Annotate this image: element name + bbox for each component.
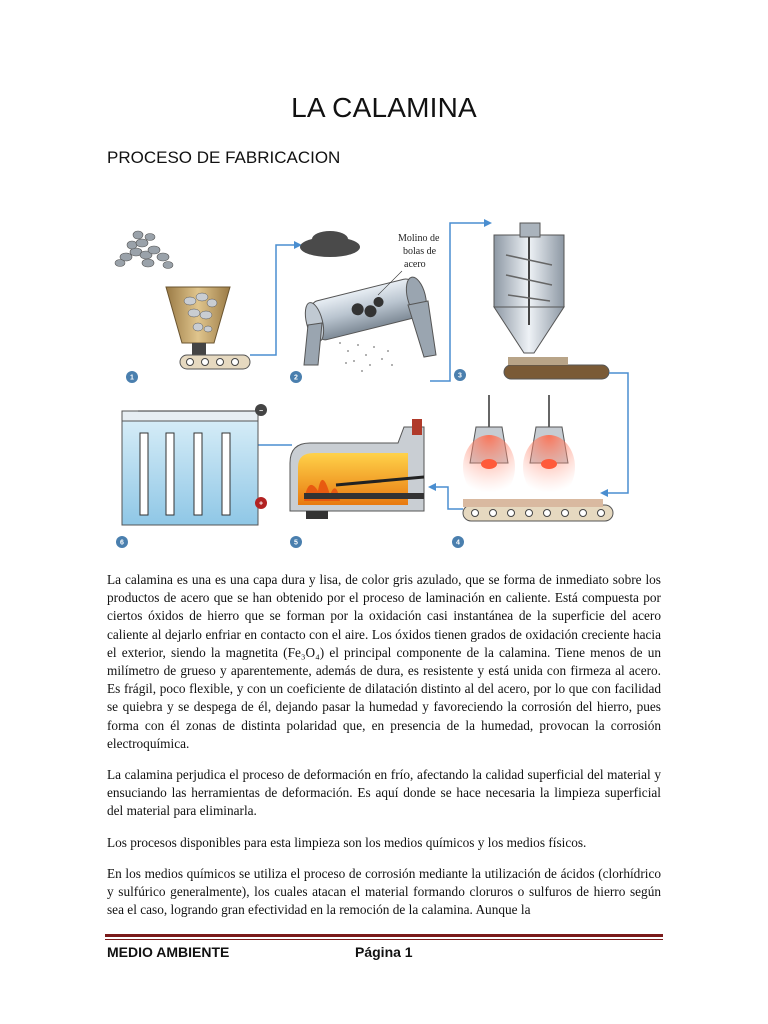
svg-text:acero: acero (404, 259, 426, 270)
paragraph: La calamina es una es una capa dura y lisa, de color gris azulado, que se forma de inmediato sobre los productos de acero que se han obtenido por el proceso de laminación en caliente. Está compuesta por ciertos óxidos de hierro que se forman por la oxidación casi instantánea de la superficie del acero caliente al dejarlo enfriar en contacto con el aire. Los óxidos tienen grados de oxidación creciente hacia el exterior, siendo la magnetita (Fe₃O₄) el principal componente de la calamina. Tiene menos de un milímetro de grueso y aparentemente, además de dura, es resistente y está unida con firmeza al acero. Es frágil, poco flexible, y con un coeficiente de dilatación distinto al del acero, por lo que con facilidad se quiebra y se despega de él, dejando pasar la humedad y favoreciendo la corrosión del hierro, pues forma con él zonas de distinta polaridad que, en presencia de la humedad, provocan la corrosión electroquímica. (107, 572, 661, 751)
svg-text:5: 5 (294, 539, 298, 547)
svg-text:4: 4 (456, 539, 460, 547)
step1-hopper (115, 231, 250, 383)
step3-mixer (454, 223, 609, 381)
svg-text:Molino de: Molino de (398, 233, 440, 244)
svg-text:3: 3 (458, 372, 462, 380)
paragraph: En los medios químicos se utiliza el proceso de corrosión mediante la utilización de ácidos (clorhídrico y sulfúrico generalmente), los cuales atacan el material formando cloruros o sulfuros de hierro según sea el caso, logrando gran efectividad en la remoción de la calamina. Aunque la (107, 865, 661, 918)
footer-divider-thin (105, 939, 663, 940)
step6-tank (116, 404, 267, 548)
svg-text:+: + (258, 500, 264, 508)
process-diagram (108, 205, 668, 560)
step2-ball-mill (290, 231, 440, 383)
svg-text:6: 6 (120, 539, 124, 547)
step4-heating (452, 395, 613, 548)
svg-text:2: 2 (294, 374, 298, 382)
page-title: LA CALAMINA (291, 92, 477, 123)
paragraph: Los procesos disponibles para esta limpieza son los medios químicos y los medios físicos. (107, 834, 587, 850)
svg-text:bolas de: bolas de (403, 246, 437, 257)
step5-furnace (290, 419, 424, 548)
section-heading: PROCESO DE FABRICACION (107, 148, 341, 167)
svg-text:−: − (258, 408, 264, 415)
body-text (107, 571, 661, 932)
svg-text:1: 1 (130, 374, 134, 382)
footer-page-number: Página 1 (355, 944, 413, 960)
paragraph: La calamina perjudica el proceso de deformación en frío, afectando la calidad superficial del material y ensuciando las herramientas de deformación. Es aquí donde se hace necesaria la limpieza superficial del material para eliminarla. (107, 767, 661, 819)
footer-divider (105, 934, 663, 937)
footer-section-name: MEDIO AMBIENTE (107, 944, 230, 960)
